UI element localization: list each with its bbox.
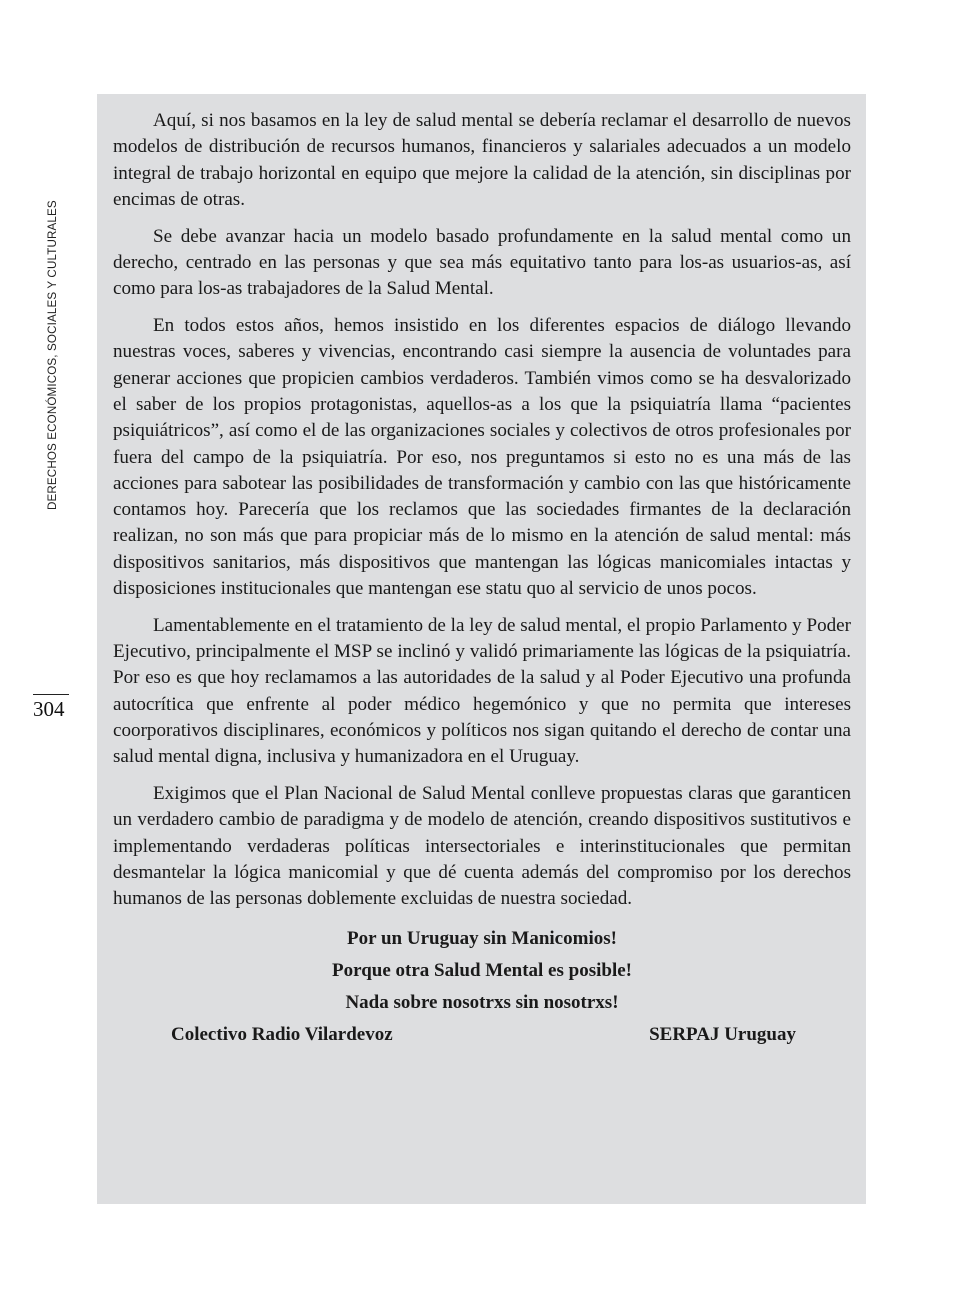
- signature-left: Colectivo Radio Vilardevoz: [171, 1024, 393, 1046]
- page-number: 304: [33, 697, 65, 721]
- slogan: Por un Uruguay sin Manicomios!: [347, 928, 617, 950]
- paragraph: Exigimos que el Plan Nacional de Salud Mental conlleve propuestas claras que garanticen un verdadero cambio de paradigma y de modelo de atención, creando dispositivos sustitutivos e implementando verdaderas políticas intersectoriales e interinstitucionales que permitan desmantelar la lógica manicomial y que dé cuenta además del compromiso por los derechos humanos de las personas doblemente excluidas de nuestra sociedad.: [113, 783, 851, 910]
- running-header: DERECHOS ECONÓMICOS, SOCIALES Y CULTURALES: [46, 200, 59, 510]
- page-number-rule: [33, 694, 69, 695]
- slogan: Porque otra Salud Mental es posible!: [332, 960, 632, 982]
- paragraph: Aquí, si nos basamos en la ley de salud mental se debería reclamar el desarrollo de nuevos modelos de distribución de recursos humanos, financieros y salariales adecuados a un modelo integral de trabajo horizontal en equipo que mejore la calidad de la atención, sin disciplinas por encimas de otras.: [113, 110, 851, 210]
- closing-block: [113, 923, 851, 1051]
- paragraph: En todos estos años, hemos insistido en los diferentes espacios de diálogo llevando nuestras voces, saberes y vivencias, encontrando casi siempre la ausencia de voluntades para generar acciones que propicien cambios verdaderos. También vimos como se ha desvalorizado el saber de los propios protagonistas, aquellos-as a los que la psiquiatría llama “pacientes psiquiátricos”, así como el de las organizaciones sociales y colectivos de otros profesionales por fuera del campo de la psiquiatría. Por eso, nos preguntamos si esto no es una más de las acciones para sabotear las posibilidades de transformación y cambio con las que históricamente contamos hoy. Parecería que los reclamos que las sociedades firmantes de la declaración realizan, no son más que para propiciar más de lo mismo en la atención de salud mental: más dispositivos sanitarios, más dispositivos que mantengan las lógicas manicomiales intactas y disposiciones institucionales que mantengan ese statu quo al servicio de unos pocos.: [113, 315, 851, 600]
- slogan: Nada sobre nosotrxs sin nosotrxs!: [345, 992, 619, 1014]
- signatures: [113, 1019, 851, 1051]
- paragraph: Se debe avanzar hacia un modelo basado profundamente en la salud mental como un derecho, centrado en las personas y que sea más equitativo tanto para los-as usuarios-as, así como para los-as trabajadores de la Salud Mental.: [113, 225, 851, 300]
- box-content: [113, 108, 851, 1051]
- paragraph: Lamentablemente en el tratamiento de la ley de salud mental, el propio Parlamento y Poder Ejecutivo, principalmente el MSP se inclinó y validó primariamente las lógicas de la psiquiatría. Por eso es que hoy reclamamos a las autoridades de la salud y al Poder Ejecutivo una profunda autocrítica que enfrente al poder médico hegemónico y que no permita que intereses coorporativos disciplinares, económicos y políticos nos sigan quitando el derecho de contar una salud mental digna, inclusiva y humanizadora en el Uruguay.: [113, 614, 851, 768]
- signature-right: SERPAJ Uruguay: [649, 1024, 796, 1046]
